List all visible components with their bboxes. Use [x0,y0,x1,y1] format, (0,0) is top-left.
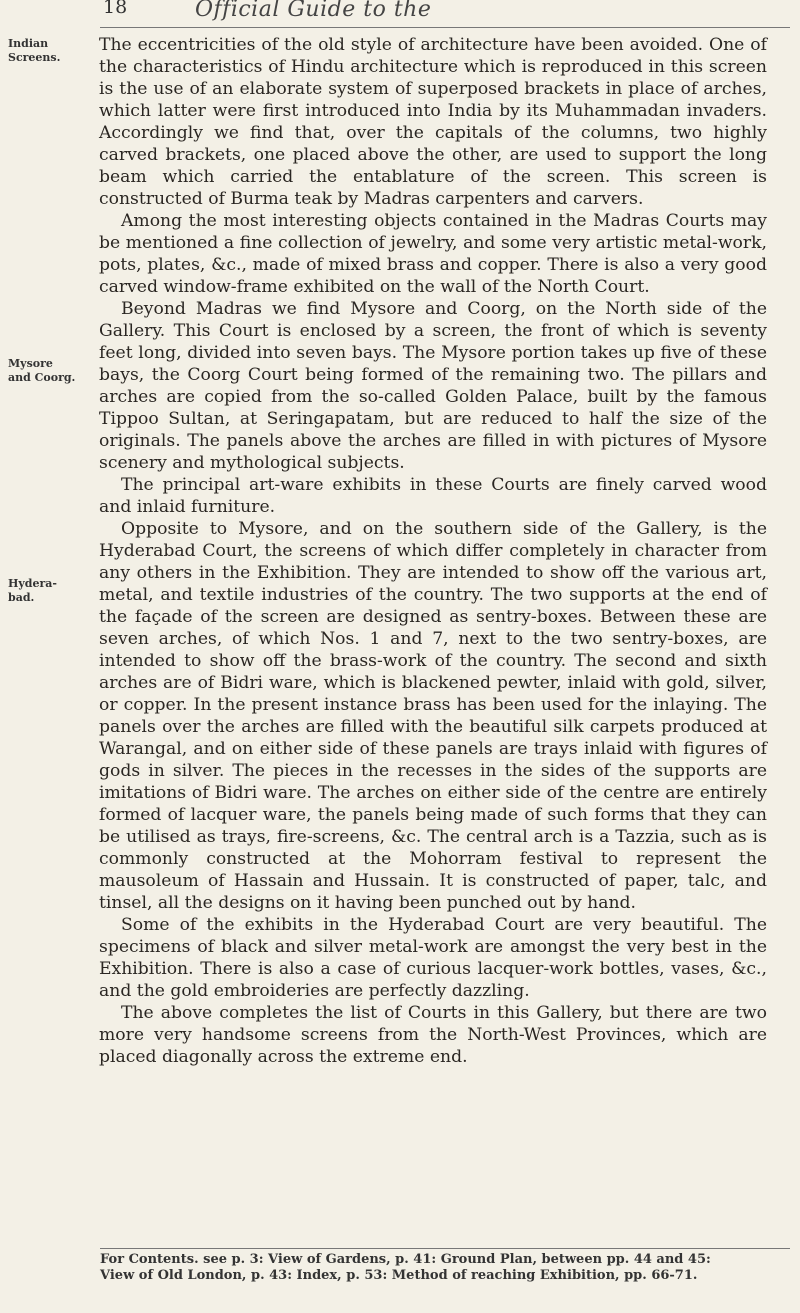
paragraph-hyderabad-exhibits: Some of the exhibits in the Hyderabad Court are very beautiful. The specimens of black and silver metal-work are amongst the very best in the Exhibition. There is also a case of curious lacquer-work bottles, vases, &c., and the gold embroideries are perfectly dazzling. [99,915,767,1001]
paragraph-mysore-coorg: Beyond Madras we find Mysore and Coorg, on the North side of the Gallery. This Court is enclosed by a screen, the front of which is seventy feet long, divided into seven bays. The Mysore portion takes up five of these bays, the Coorg Court being formed of the remaining two. The pillars and arches are copied from the so-called Golden Palace, built by the famous Tippoo Sultan, at Seringapatam, but are reduced to half the size of the originals. The panels above the arches are filled in with pictures of Mysore scenery and mythological subjects. [99,299,767,473]
running-title: Official Guide to the [195,0,432,22]
paragraph-art-ware: The principal art-ware exhibits in these Courts are finely carved wood and inlaid furniture. [99,475,767,517]
paragraph-madras-courts: Among the most interesting objects contained in the Madras Courts may be mentioned a fine collection of jewelry, and some very artistic metal-work, pots, plates, &c., made of mixed brass and copper. There is also a very good carved window-frame exhibited on the wall of the North Court. [99,211,767,297]
footer-line-1: For Contents. see p. 3: View of Gardens, p. 41: Ground Plan, between pp. 44 and 45: [100,1252,711,1267]
body-text [99,34,767,1068]
paragraph-north-west: The above completes the list of Courts in this Gallery, but there are two more very handsome screens from the North-West Provinces, which are placed diagonally across the extreme end. [99,1003,767,1067]
footer-rule [100,1248,790,1249]
margin-note-hyderabad: Hydera- bad. [8,577,57,604]
page-footer [100,1252,790,1284]
margin-note-indian-screens: Indian Screens. [8,37,61,64]
header-rule [100,27,790,28]
margin-note-mysore-coorg: Mysore and Coorg. [8,357,76,384]
page-header [0,0,800,26]
footer-line-2: View of Old London, p. 43: Index, p. 53: Method of reaching Exhibition, pp. 66-71. [100,1268,698,1283]
page-number: 18 [103,0,128,18]
paragraph-hyderabad: Opposite to Mysore, and on the southern side of the Gallery, is the Hyderabad Court, the screens of which differ completely in character from any others in the Exhibition. They are intended to show off the various art, metal, and textile industries of the country. The two supports at the end of the façade of the screen are designed as sentry-boxes. Between these are seven arches, of which Nos. 1 and 7, next to the two sentry-boxes, are intended to show off the brass-work of the country. The second and sixth arches are of Bidri ware, which is blackened pewter, inlaid with gold, silver, or copper. In the present instance brass has been used for the inlaying. The panels over the arches are filled with the beautiful silk carpets produced at Warangal, and on either side of these panels are trays inlaid with figures of gods in silver. The pieces in the recesses in the sides of the supports are imitations of Bidri ware. The arches on either side of the centre are entirely formed of lacquer ware, the panels being made of such forms that they can be utilised as trays, fire-screens, &c. The central arch is a Tazzia, such as is commonly constructed at the Mohorram festival to represent the mausoleum of Hassain and Hussain. It is constructed of paper, talc, and tinsel, all the designs on it having been punched out by hand. [99,519,767,913]
paragraph-architecture: The eccentricities of the old style of architecture have been avoided. One of the characteristics of Hindu architecture which is reproduced in this screen is the use of an elaborate system of superposed brackets in place of arches, which latter were first introduced into India by its Muhammadan invaders. Accordingly we find that, over the capitals of the columns, two highly carved brackets, one placed above the other, are used to support the long beam which carried the entablature of the screen. This screen is constructed of Burma teak by Madras carpenters and carvers. [99,35,767,209]
